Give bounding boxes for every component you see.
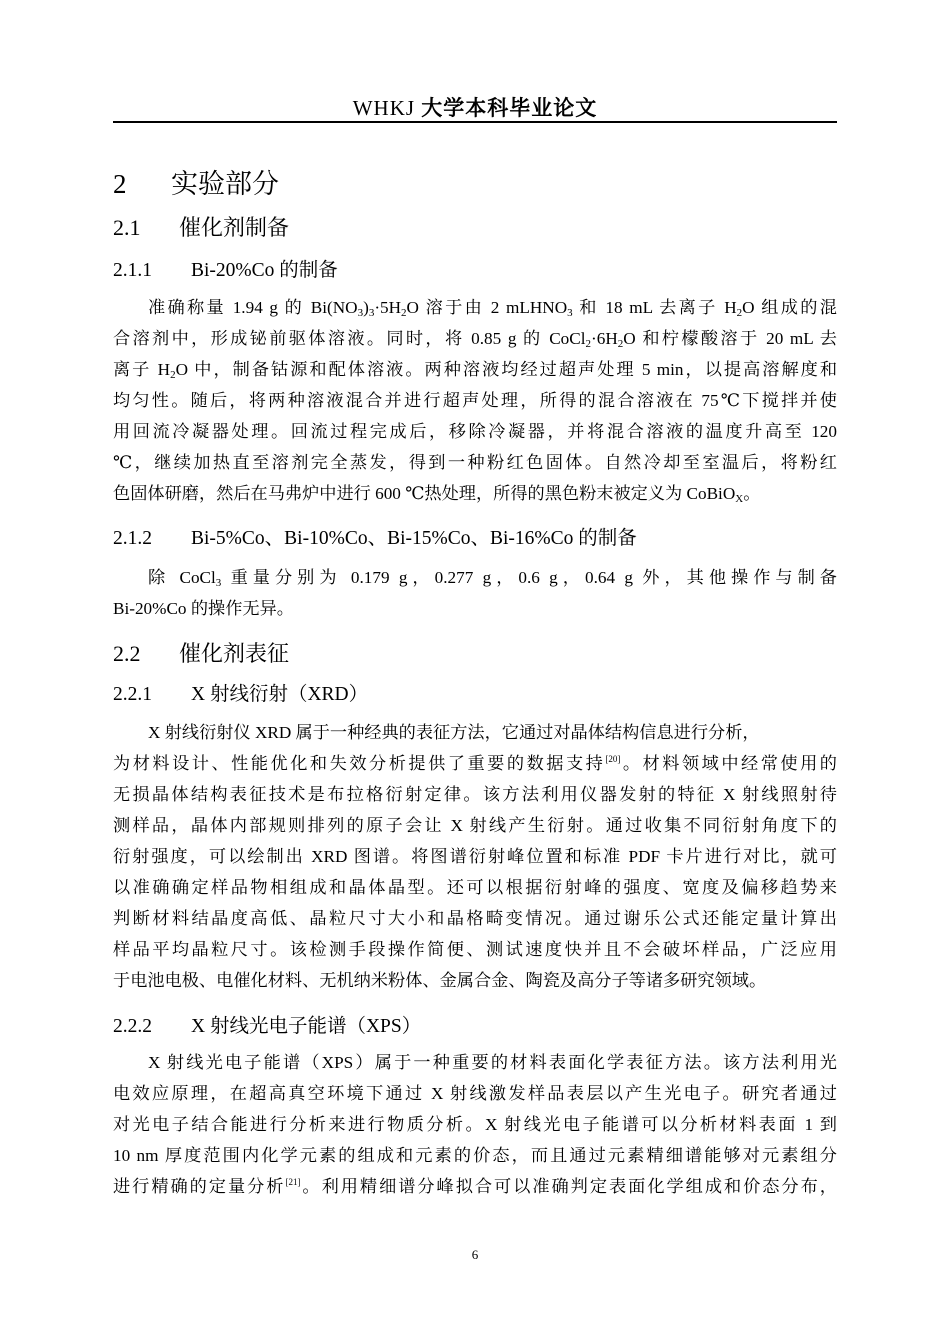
text-line: 以准确确定样品物相组成和晶体晶型。还可以根据衍射峰的强度、宽度及偏移趋势来: [113, 878, 837, 897]
citation: [21]: [285, 1177, 301, 1187]
paragraph-xps: [113, 1047, 837, 1202]
paragraph-preparation: [113, 292, 837, 509]
text-line: 均匀性。随后，将两种溶液混合并进行超声处理，所得的混合溶液在 75℃下搅拌并使: [113, 391, 837, 410]
subsection-title: X 射线衍射（XRD）: [191, 684, 369, 705]
subsection-heading-2-2-2: [113, 1012, 421, 1041]
subsection-heading-2-2-1: [113, 680, 368, 709]
text-line: 测样品，晶体内部规则排列的原子会让 X 射线产生衍射。通过收集不同衍射角度下的: [113, 816, 837, 835]
subsection-title: Bi-20%Co 的制备: [191, 260, 338, 281]
chapter-title: 实验部分: [171, 169, 279, 200]
text-line: 于电池电极、电催化材料、无机纳米粉体、金属合金、陶瓷及高分子等诸多研究领域。: [113, 971, 767, 990]
text-line: X 射线衍射仪 XRD 属于一种经典的表征方法，它通过对晶体结构信息进行分析，: [148, 723, 760, 742]
section-number: 2.1: [113, 215, 141, 240]
chapter-heading: [113, 166, 279, 203]
text-line: 合溶剂中，形成铋前驱体溶液。同时，将 0.85 g 的 $CoCl_2\cdot 6H_2O$ 和柠檬酸溶于 20 mL 去: [113, 329, 837, 350]
subsection-heading-2-1-2: [113, 524, 637, 553]
text-line: 对光电子结合能进行分析来进行物质分析。X 射线光电子能谱可以分析材料表面 1 到: [113, 1115, 837, 1134]
text-line: 进行精确的定量分析[21]。利用精细谱分峰拟合可以准确判定表面化学组成和价态分布，: [113, 1177, 837, 1196]
text-line: 准确称量 1.94 g 的 $Bi(NO_3)_3\cdot 5H_2O$ 溶于由 2 mLHNO$_3$ 和 18 mL 去离子 $H_2O$ 组成的混: [148, 298, 837, 319]
subsection-number: 2.1.2: [113, 528, 152, 549]
text-line: Bi-20%Co 的操作无异。: [113, 599, 294, 618]
text-line: 10 nm 厚度范围内化学元素的组成和元素的价态，而且通过元素精细谱能够对元素组分: [113, 1146, 837, 1165]
subsection-title: X 射线光电子能谱（XPS）: [191, 1016, 422, 1037]
section-heading-2-2: [113, 639, 289, 670]
text-line: X 射线光电子能谱（XPS）属于一种重要的材料表面化学表征方法。该方法利用光: [148, 1053, 837, 1072]
text-line: 用回流冷凝器处理。回流过程完成后，移除冷凝器，并将混合溶液的温度升高至 120: [113, 422, 837, 441]
header-title: 大学本科毕业论文: [421, 96, 598, 120]
header-rule: [113, 121, 837, 123]
paragraph-variants: [113, 562, 837, 624]
paragraph-xrd: [113, 717, 837, 996]
subsection-title: Bi-5%Co、Bi-10%Co、Bi-15%Co、Bi-16%Co 的制备: [191, 528, 637, 549]
text-line: 判断材料结晶度高低、晶粒尺寸大小和晶格畸变情况。通过谢乐公式还能定量计算出: [113, 909, 837, 928]
citation: [20]: [605, 754, 621, 764]
text-line: 除 CoCl$_3$ 重量分别为 0.179 g，0.277 g，0.6 g，0.64 g 外，其他操作与制备: [148, 568, 837, 589]
text-line: 色固体研磨，然后在马弗炉中进行 600 ℃热处理，所得的黑色粉末被定义为 CoBiO$_X$。: [113, 484, 761, 505]
text-line: 无损晶体结构表征技术是布拉格衍射定律。该方法利用仪器发射的特征 X 射线照射待: [113, 785, 837, 804]
text-line: 离子 $H_2O$ 中，制备钴源和配体溶液。两种溶液均经过超声处理 5 min，以提高溶解度和: [113, 360, 838, 381]
section-title: 催化剂表征: [179, 642, 290, 667]
text-line: 电效应原理，在超高真空环境下通过 X 射线激发样品表层以产生光电子。研究者通过: [113, 1084, 837, 1103]
running-header: [113, 92, 837, 122]
text-line: ℃，继续加热直至溶剂完全蒸发，得到一种粉红色固体。自然冷却至室温后，将粉红: [113, 453, 837, 472]
subsection-number: 2.2.2: [113, 1016, 152, 1037]
text-line: 衍射强度，可以绘制出 XRD 图谱。将图谱衍射峰位置和标准 PDF 卡片进行对比，就可: [113, 847, 837, 866]
subsection-number: 2.1.1: [113, 260, 152, 281]
subsection-number: 2.2.1: [113, 684, 152, 705]
subsection-heading-2-1-1: [113, 256, 338, 285]
section-title: 催化剂制备: [179, 216, 290, 241]
section-heading-2-1: [113, 213, 289, 244]
text-line: 样品平均晶粒尺寸。该检测手段操作简便、测试速度快并且不会破坏样品，广泛应用: [113, 940, 837, 959]
chapter-number: 2: [113, 169, 127, 199]
header-abbrev: WHKJ: [352, 96, 416, 120]
text-line: 为材料设计、性能优化和失效分析提供了重要的数据支持[20]。材料领域中经常使用的: [113, 754, 837, 773]
section-number: 2.2: [113, 641, 141, 666]
page-number: 6: [471, 1247, 479, 1262]
